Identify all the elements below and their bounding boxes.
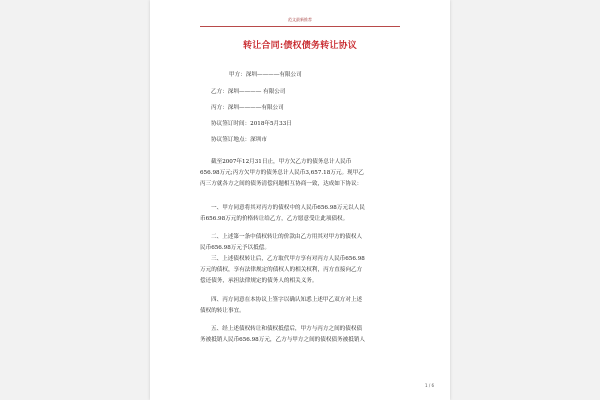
- signing-place-line: 协议签订地点：深圳市: [211, 137, 267, 143]
- paragraph-line: 民币656.98万元予以抵偿。: [200, 245, 270, 251]
- paragraph-line: 四、丙方同意在本协议上签字以确认知悉上述甲乙双方对上述: [211, 297, 363, 303]
- paragraph-line: 债权的转让事宜。: [200, 308, 245, 314]
- paragraph-line: 656.98万元;丙方欠甲方的债务总计人民币3,657.18万元。现甲乙: [200, 170, 364, 176]
- paragraph-line: 偿还债务，承担法律规定的债务人的相关义务。: [200, 278, 318, 284]
- paragraph-line: 截至2007年12月31日止，甲方欠乙方的债务总计人民币: [211, 159, 352, 165]
- party-c-line: 丙方：深圳————有限公司: [211, 105, 284, 111]
- header-divider: [200, 26, 400, 27]
- signing-date-line: 协议签订时间：2018年5月33日: [211, 121, 292, 127]
- party-b-line: 乙方：深圳———— 有限公司: [211, 89, 286, 95]
- page-header-text: 范文最新推荐: [288, 17, 312, 22]
- paragraph-line: 二、上述第一条中债权转让的价款由乙方用其对甲方的债权人: [211, 234, 363, 240]
- paragraph-line: 丙三方就各方之间的债务清偿问题相互协商一致，达成如下协议：: [200, 181, 363, 187]
- document-page: [150, 0, 450, 400]
- document-title: 转让合同:债权债务转让协议: [243, 41, 357, 51]
- party-a-line: 甲方：深圳————有限公司: [229, 72, 302, 78]
- page-indicator: 1 / 6: [425, 383, 434, 388]
- paragraph-line: 万元的债权，享有法律规定的债权人的相关权利，丙方直接向乙方: [200, 267, 363, 273]
- paragraph-line: 务被抵销人民币656.98万元，乙方与甲方之间的债权债务被抵销人: [200, 337, 366, 343]
- paragraph-line: 一、甲方同意将其对丙方的债权中的人民币656.98万元以人民: [211, 205, 365, 211]
- paragraph-line: 五、经上述债权转让和债权抵偿后，甲方与丙方之间的债权债: [211, 326, 363, 332]
- paragraph-line: 币656.98万元的价格转让给乙方，乙方愿意受让此项债权。: [200, 216, 349, 222]
- paragraph-line: 三、上述债权转让后，乙方取代甲方享有对丙方人民币656.98: [211, 256, 365, 262]
